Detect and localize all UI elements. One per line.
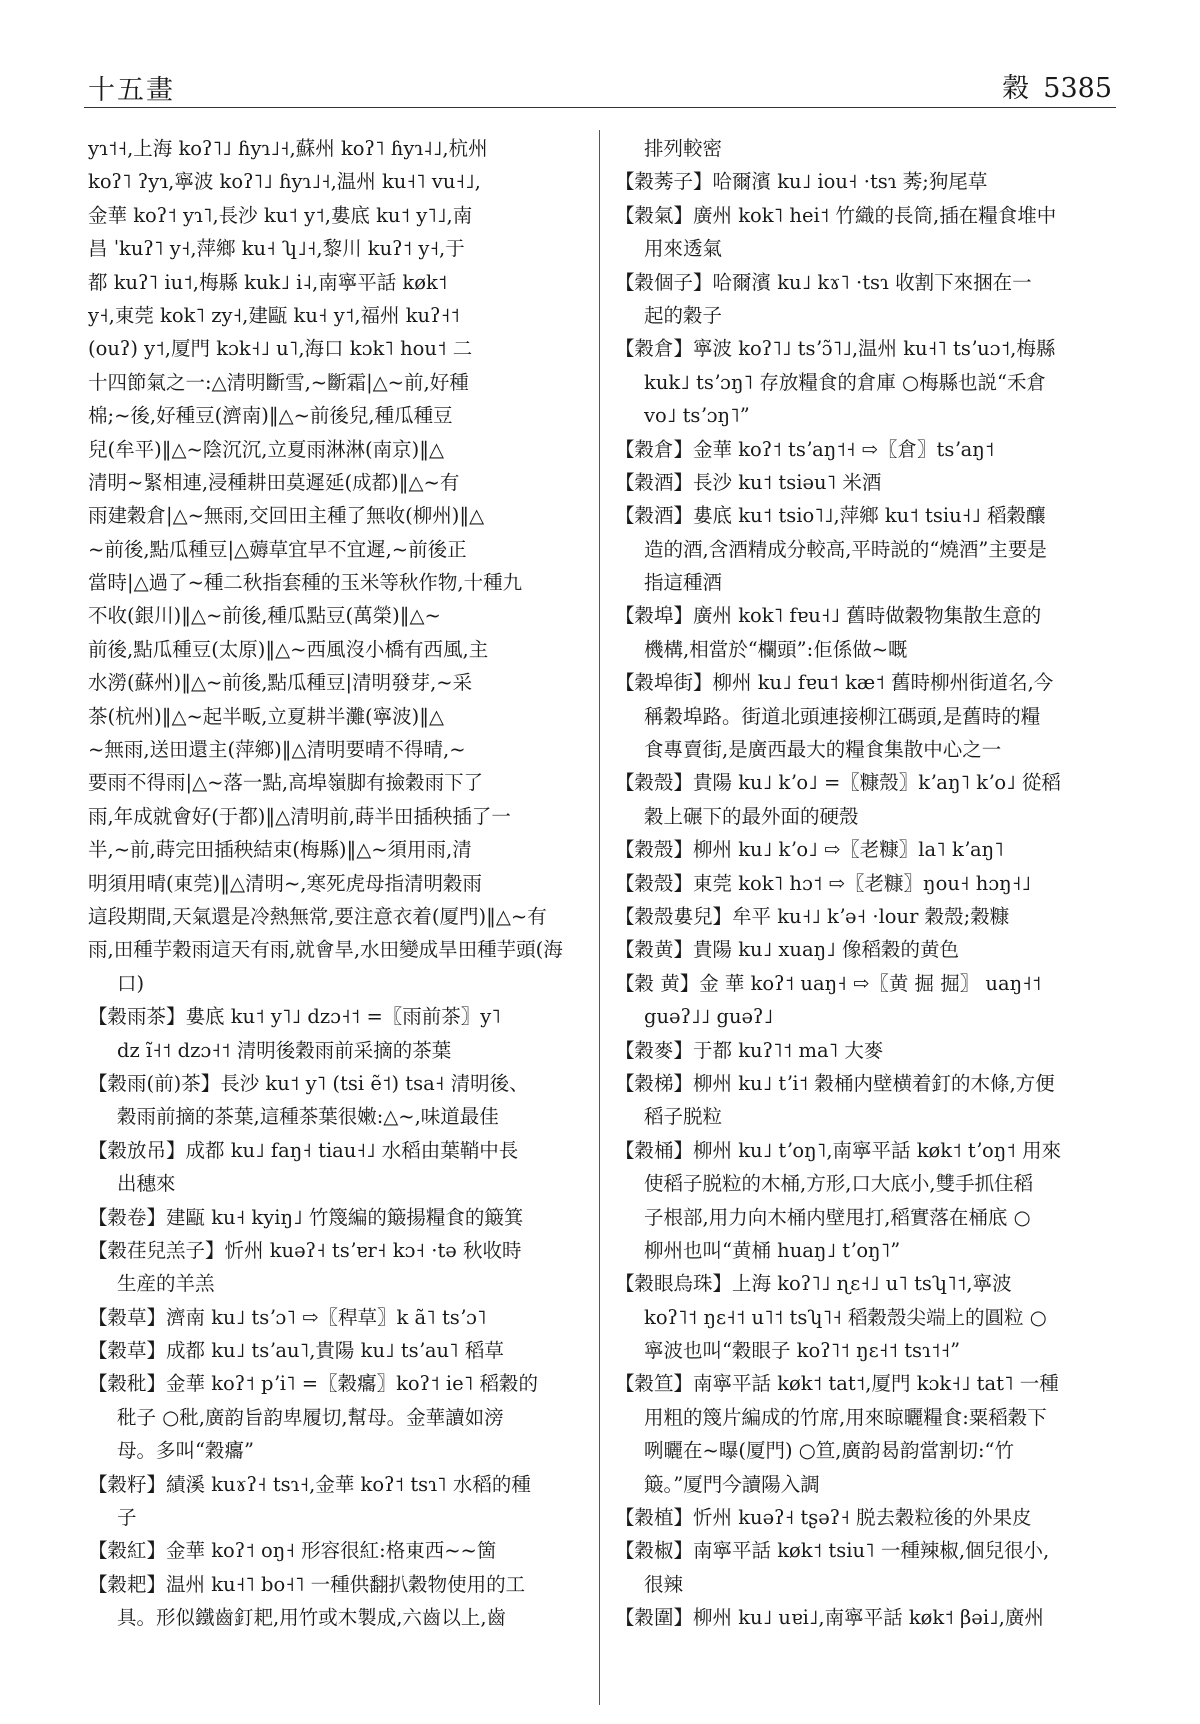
text-line: 十四節氣之一:△清明斷雪,~斷霜|△~前,好種 — [88, 370, 469, 394]
text-line: 【穀倉】寧波 koʔ˥˩ tsʼɔ̃˥˩,温州 ku˧˥ tsʼuɔ˦,梅縣 — [615, 337, 1056, 361]
text-line: 使稻子脱粒的木桶,方形,口大底小,雙手抓住稻 — [644, 1172, 1034, 1196]
text-line: 【穀莠子】哈爾濱 ku˩ iou˧ ·tsɿ 莠;狗尾草 — [615, 170, 988, 194]
text-line: vo˩ tsʼɔŋ˥” — [644, 404, 750, 428]
text-line: 不收(銀川)‖△~前後,種瓜點豆(萬榮)‖△~ — [88, 604, 441, 628]
text-line: 稱穀埠路。街道北頭連接柳江碼頭,是舊時的糧 — [644, 704, 1041, 728]
text-line: 雨建穀倉|△~無雨,交回田主種了無收(柳州)‖△ — [88, 504, 485, 528]
text-line: 雨,田種芋穀雨這天有雨,就會旱,水田變成旱田種芋頭(海 — [88, 938, 563, 962]
text-line: 【穀草】濟南 ku˩ tsʼɔ˥ ⇨〖稈草〗k ã˥ tsʼɔ˥ — [88, 1305, 487, 1329]
text-line: 子 — [117, 1506, 137, 1530]
text-line: 用粗的篾片編成的竹席,用來晾曬糧食:粟稻穀下 — [644, 1405, 1047, 1429]
text-line: 都 kuʔ˥ iu˦,梅縣 kuk˩ i˨,南寧平話 køk˦ — [88, 270, 448, 294]
text-line: 【穀麥】于都 kuʔ˥˦ ma˥ 大麥 — [615, 1038, 884, 1062]
text-line: 【穀殼】貴陽 ku˩ kʼo˩ =〖糠殼〗kʼaŋ˥ kʼo˩ 從稻 — [615, 771, 1061, 795]
text-line: 【穀酒】長沙 ku˦ tsiəu˥ 米酒 — [615, 470, 882, 494]
text-line: 造的酒,含酒精成分較高,平時説的“燒酒”主要是 — [644, 537, 1047, 561]
text-line: 【穀倉】金華 koʔ˦ tsʼaŋ˦˧ ⇨〖倉〗tsʼaŋ˦ — [615, 437, 995, 461]
text-line: 食專賣街,是廣西最大的糧食集散中心之一 — [644, 738, 1002, 762]
text-line: 排列較密 — [644, 137, 723, 160]
text-line: 【穀卷】建甌 ku˧ kyiŋ˩ 竹篾編的簸揚糧食的簸箕 — [88, 1205, 524, 1229]
text-line: 秕子 ○秕,廣韵旨韵卑履切,幫母。金華讀如滂 — [117, 1405, 504, 1429]
text-line: 棉;~後,好種豆(濟南)‖△~前後兒,種瓜種豆 — [88, 404, 453, 428]
text-line: 寧波也叫“穀眼子 koʔ˥˦ ŋɛ˧˦ tsɿ˦˧” — [644, 1339, 961, 1363]
text-line: 昌 ˈkuʔ˥ y˧,萍鄉 ku˧ ʮ˩˧,黎川 kuʔ˦ y˧,于 — [88, 237, 465, 261]
text-line: 【穀荏兒羔子】忻州 kuəʔ˧ tsʼɐr˧ kɔ˧ ·tə 秋收時 — [88, 1238, 522, 1262]
text-line: dz ĩ˧˦ dzɔ˧˦ 清明後穀雨前采摘的茶葉 — [117, 1038, 452, 1062]
text-line: 口) — [117, 971, 145, 995]
text-line: 【穀籽】績溪 kuɤʔ˧ tsɿ˧,金華 koʔ˦ tsɿ˥ 水稻的種 — [88, 1472, 531, 1496]
text-line: 金華 koʔ˦ yɿ˥,長沙 ku˦ y˦,婁底 ku˦ y˥˩,南 — [88, 203, 473, 227]
text-line: 【穀殼婁兒】牟平 ku˧˩ kʼə˧ ·lour 穀殼;穀糠 — [615, 904, 1010, 928]
text-line: 生産的羊羔 — [117, 1272, 215, 1296]
header-rule — [84, 107, 1116, 108]
text-line: 很辣 — [644, 1572, 684, 1596]
text-line: 簸。”厦門今讀陽入調 — [644, 1472, 820, 1496]
text-line: 【穀耙】温州 ku˧˥ bo˧˥ 一種供翻扒穀物使用的工 — [88, 1572, 526, 1596]
text-line: 當時|△過了~種二秋指套種的玉米等秋作物,十種九 — [88, 571, 523, 595]
text-line: 【穀草】成都 ku˩ tsʼau˥,貴陽 ku˩ tsʼau˥ 稻草 — [88, 1339, 504, 1363]
text-line: 【穀椒】南寧平話 køk˦ tsiu˥ 一種辣椒,個兒很小, — [615, 1539, 1050, 1563]
text-line: 稻子脱粒 — [644, 1105, 723, 1129]
text-line: 【穀秕】金華 koʔ˦ pʼi˥ =〖穀癟〗koʔ˦ ie˥ 稻穀的 — [88, 1372, 539, 1396]
text-line: 【穀梯】柳州 ku˩ tʼi˦ 穀桶内壁横着釘的木條,方便 — [615, 1071, 1055, 1095]
text-line: 【穀放吊】成都 ku˩ faŋ˧ tiau˧˩ 水稻由葉鞘中長 — [88, 1138, 519, 1162]
text-line: 【穀紅】金華 koʔ˦ oŋ˧ 形容很紅:格東西~~箇 — [88, 1539, 497, 1563]
text-line: 母。多叫“穀癟” — [117, 1439, 254, 1463]
text-line: 【穀雨茶】婁底 ku˦ y˥˩ dzɔ˧˦ =〖雨前茶〗y˥ — [88, 1005, 501, 1029]
page-number: 5385 — [1043, 73, 1112, 104]
text-line: 清明~緊相連,浸種耕田莫遲延(成都)‖△~有 — [88, 470, 460, 494]
text-line: 茶(杭州)‖△~起半畈,立夏耕半灘(寧波)‖△ — [88, 704, 444, 728]
text-line: 【穀個子】哈爾濱 ku˩ kɤ˥ ·tsɿ 收割下來捆在一 — [615, 270, 1032, 294]
text-line: 【穀圍】柳州 ku˩ uɐi˩,南寧平話 køk˦ βəi˩,廣州 — [615, 1606, 1044, 1630]
text-line: 出穗來 — [117, 1172, 176, 1196]
text-line: guəʔ˩˩ guəʔ˩ — [644, 1005, 774, 1029]
column-divider — [599, 130, 600, 1705]
text-line: 穀上碾下的最外面的硬殼 — [644, 804, 859, 828]
text-line: 起的穀子 — [644, 303, 723, 327]
text-line: 【穀眼烏珠】上海 koʔ˥˩ ɳɛ˧˩ u˥ tsʮ˥˦,寧波 — [615, 1272, 1012, 1296]
text-line: ~前後,點瓜種豆|△薅草宜早不宜遲,~前後正 — [88, 537, 467, 561]
text-line: 穀雨前摘的茶葉,這種茶葉很嫩:△~,味道最佳 — [117, 1105, 499, 1129]
header-section-label: 十五畫 — [88, 75, 175, 106]
text-line: 這段期間,天氣還是冷熱無常,要注意衣着(厦門)‖△~有 — [88, 904, 547, 928]
text-line: ~無雨,送田還主(萍鄉)‖△清明要晴不得晴,~ — [88, 738, 466, 762]
text-line: 具。形似鐵齒釘耙,用竹或木製成,六齒以上,齒 — [117, 1606, 507, 1630]
text-line: 機構,相當於“欄頭”:佢係做~嘅 — [644, 637, 908, 661]
text-line: 咧曬在~曝(厦門) ○笪,廣韵曷韵當割切:“竹 — [644, 1439, 1015, 1463]
text-line: 明須用晴(東莞)‖△清明~,寒死虎母指清明穀雨 — [88, 871, 482, 895]
text-line: 【穀氣】廣州 kok˥ hei˦ 竹織的長筒,插在糧食堆中 — [615, 203, 1057, 227]
text-line: 【穀殼】柳州 ku˩ kʼo˩ ⇨〖老糠〗la˥ kʼaŋ˥ — [615, 838, 1004, 862]
header-page-info — [1002, 66, 1112, 105]
text-line: 【穀 黄】金 華 koʔ˦ uaŋ˧ ⇨〖黄 掘 掘〗 uaŋ˧˦ — [615, 971, 1042, 995]
text-line: 【穀殼】東莞 kok˥ hɔ˦ ⇨〖老糠〗ŋou˧ hɔŋ˧˩ — [615, 871, 1031, 895]
text-line: 半,~前,蒔完田插秧結束(梅縣)‖△~須用雨,清 — [88, 838, 472, 862]
text-line: y˧,東莞 kok˥ zy˧,建甌 ku˧ y˦,福州 kuʔ˧˦ — [88, 303, 460, 327]
text-line: 【穀桶】柳州 ku˩ tʼoŋ˥,南寧平話 køk˦ tʼoŋ˦ 用來 — [615, 1138, 1062, 1162]
left-column — [88, 132, 586, 1635]
text-line: 兒(牟平)‖△~陰沉沉,立夏雨淋淋(南京)‖△ — [88, 437, 444, 461]
text-line: 雨,年成就會好(于都)‖△清明前,蒔半田插秧插了一 — [88, 804, 511, 828]
text-line: 【穀埠街】柳州 ku˩ fɐu˦ kæ˦ 舊時柳州街道名,今 — [615, 671, 1054, 695]
text-line: 柳州也叫“黄桶 huaŋ˩ tʼoŋ˥” — [644, 1238, 901, 1262]
text-line: koʔ˥ ʔyɿ,寧波 koʔ˥˩ ɦyɿ˩˧,温州 ku˧˥ vu˧˩, — [88, 170, 481, 194]
text-line: kuk˩ tsʼɔŋ˥ 存放糧食的倉庫 ○梅縣也説“禾倉 — [644, 370, 1047, 394]
text-line: 【穀黄】貴陽 ku˩ xuaŋ˩ 像稻穀的黄色 — [615, 938, 959, 962]
text-line: 子根部,用力向木桶内壁甩打,稻實落在桶底 ○ — [644, 1205, 1031, 1229]
text-line: 前後,點瓜種豆(太原)‖△~西風沒小橋有西風,主 — [88, 637, 489, 661]
right-column — [615, 132, 1115, 1635]
text-line: (ouʔ) y˦,厦門 kɔk˧˩ u˥,海口 kɔk˥ hou˦ 二 — [88, 337, 473, 361]
text-line: koʔ˥˦ ŋɛ˧˦ u˥˦ tsʮ˥˧ 稻穀殼尖端上的圓粒 ○ — [644, 1305, 1047, 1329]
text-line: 指這種酒 — [644, 571, 723, 595]
text-line: 水澇(蘇州)‖△~前後,點瓜種豆|清明發芽,~采 — [88, 671, 473, 695]
text-line: 【穀埠】廣州 kok˥ fɐu˧˩ 舊時做穀物集散生意的 — [615, 604, 1042, 628]
text-line: 【穀酒】婁底 ku˦ tsio˥˩,萍鄉 ku˦ tsiu˧˩ 稻穀釀 — [615, 504, 1046, 528]
text-line: yɿ˦˧,上海 koʔ˥˩ ɦyɿ˩˧,蘇州 koʔ˥ ɦyɿ˨˩,杭州 — [88, 137, 488, 160]
text-line: 【穀雨(前)茶】長沙 ku˦ y˥ (tsi ẽ˦) tsa˧ 清明後、 — [88, 1071, 529, 1095]
text-line: 用來透氣 — [644, 237, 723, 261]
text-line: 要雨不得雨|△~落一點,高埠嶺脚有撿穀雨下了 — [88, 771, 484, 795]
text-line: 【穀植】忻州 kuəʔ˧ tʂəʔ˧ 脱去穀粒後的外果皮 — [615, 1506, 1032, 1530]
header-char: 穀 — [1002, 73, 1030, 104]
text-line: 【穀笪】南寧平話 køk˦ tat˦,厦門 kɔk˧˩ tat˥ 一種 — [615, 1372, 1059, 1396]
